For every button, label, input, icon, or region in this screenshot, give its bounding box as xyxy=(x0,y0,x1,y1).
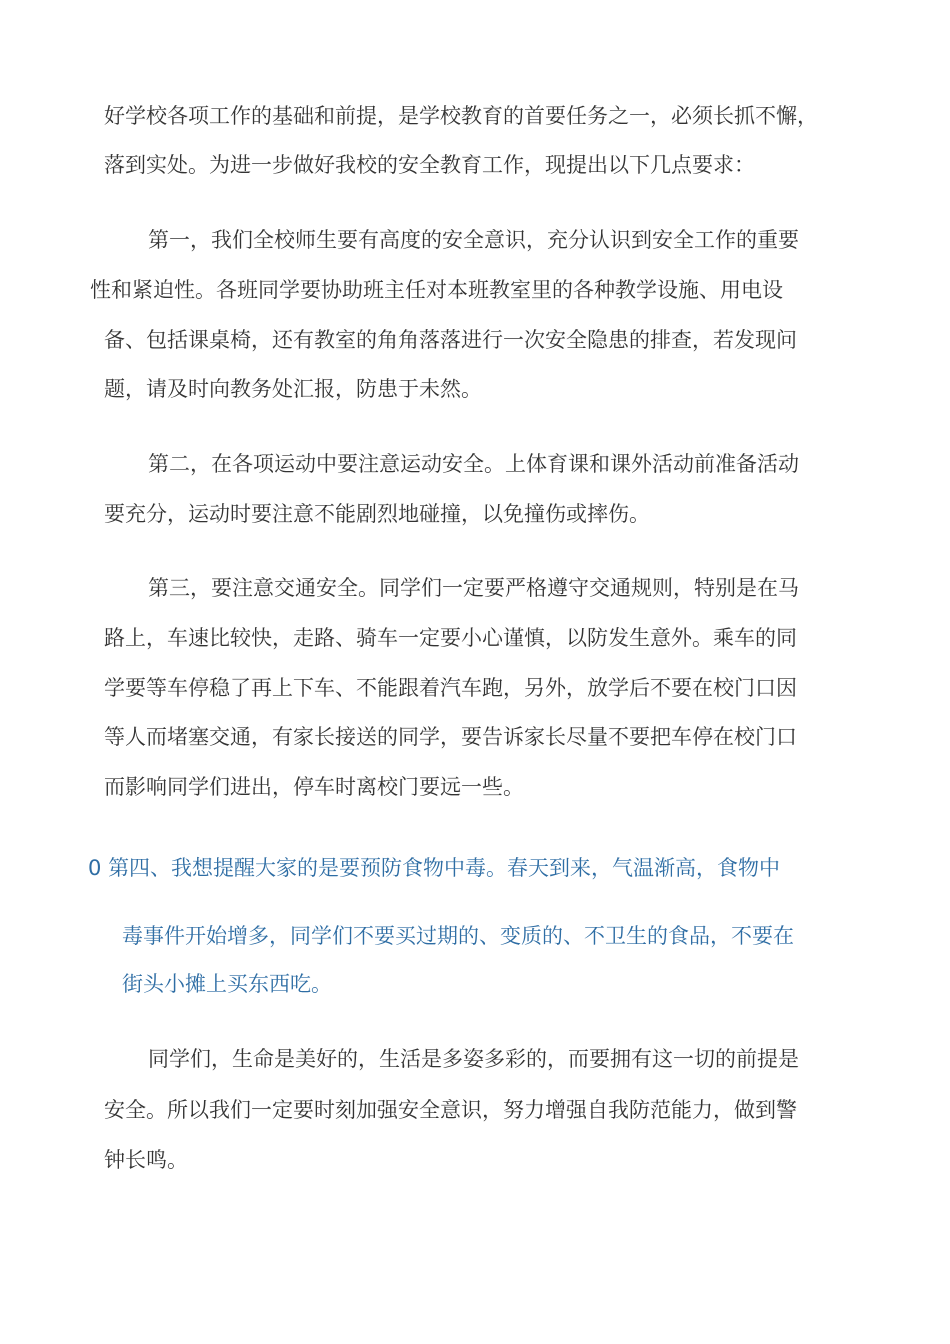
point-2-line-2: 要充分，运动时要注意不能剧烈地碰撞，以免撞伤或摔伤。 xyxy=(104,502,650,526)
point-1-line-4: 题，请及时向教务处汇报，防患于未然。 xyxy=(104,377,482,401)
list-marker: 0 xyxy=(88,856,102,880)
closing-line-2: 安全。所以我们一定要时刻加强安全意识，努力增强自我防范能力，做到警 xyxy=(104,1098,797,1122)
point-4-line-1 xyxy=(88,853,780,883)
point-3-line-1: 第三，要注意交通安全。同学们一定要严格遵守交通规则，特别是在马 xyxy=(148,576,799,600)
point-1-line-3: 备、包括课桌椅，还有教室的角角落落进行一次安全隐患的排查，若发现问 xyxy=(104,328,797,352)
point-3-line-5: 而影响同学们进出，停车时离校门要远一些。 xyxy=(104,775,524,799)
point-2-line-1: 第二，在各项运动中要注意运动安全。上体育课和课外活动前准备活动 xyxy=(148,452,799,476)
intro-line-2: 落到实处。为进一步做好我校的安全教育工作，现提出以下几点要求： xyxy=(104,153,755,177)
point-1-line-1: 第一，我们全校师生要有高度的安全意识，充分认识到安全工作的重要 xyxy=(148,228,799,252)
intro-line-1: 好学校各项工作的基础和前提，是学校教育的首要任务之一，必须长抓不懈， xyxy=(104,104,818,128)
closing-line-1: 同学们，生命是美好的，生活是多姿多彩的，而要拥有这一切的前提是 xyxy=(148,1047,799,1071)
point-3-line-3: 学要等车停稳了再上下车、不能跟着汽车跑，另外，放学后不要在校门口因 xyxy=(104,676,797,700)
closing-line-3: 钟长鸣。 xyxy=(104,1148,188,1172)
point-1-line-2: 性和紧迫性。各班同学要协助班主任对本班教室里的各种教学设施、用电设 xyxy=(90,278,783,302)
point-3-line-2: 路上，车速比较快，走路、骑车一定要小心谨慎，以防发生意外。乘车的同 xyxy=(104,626,797,650)
point-4-line-2: 毒事件开始增多，同学们不要买过期的、变质的、不卫生的食品，不要在 xyxy=(122,924,794,948)
point-4-line-3: 街头小摊上买东西吃。 xyxy=(122,972,332,996)
point-3-line-4: 等人而堵塞交通，有家长接送的同学，要告诉家长尽量不要把车停在校门口 xyxy=(104,725,797,749)
point-4-line-1-text: 第四、我想提醒大家的是要预防食物中毒。春天到来，气温渐高，食物中 xyxy=(108,856,781,880)
